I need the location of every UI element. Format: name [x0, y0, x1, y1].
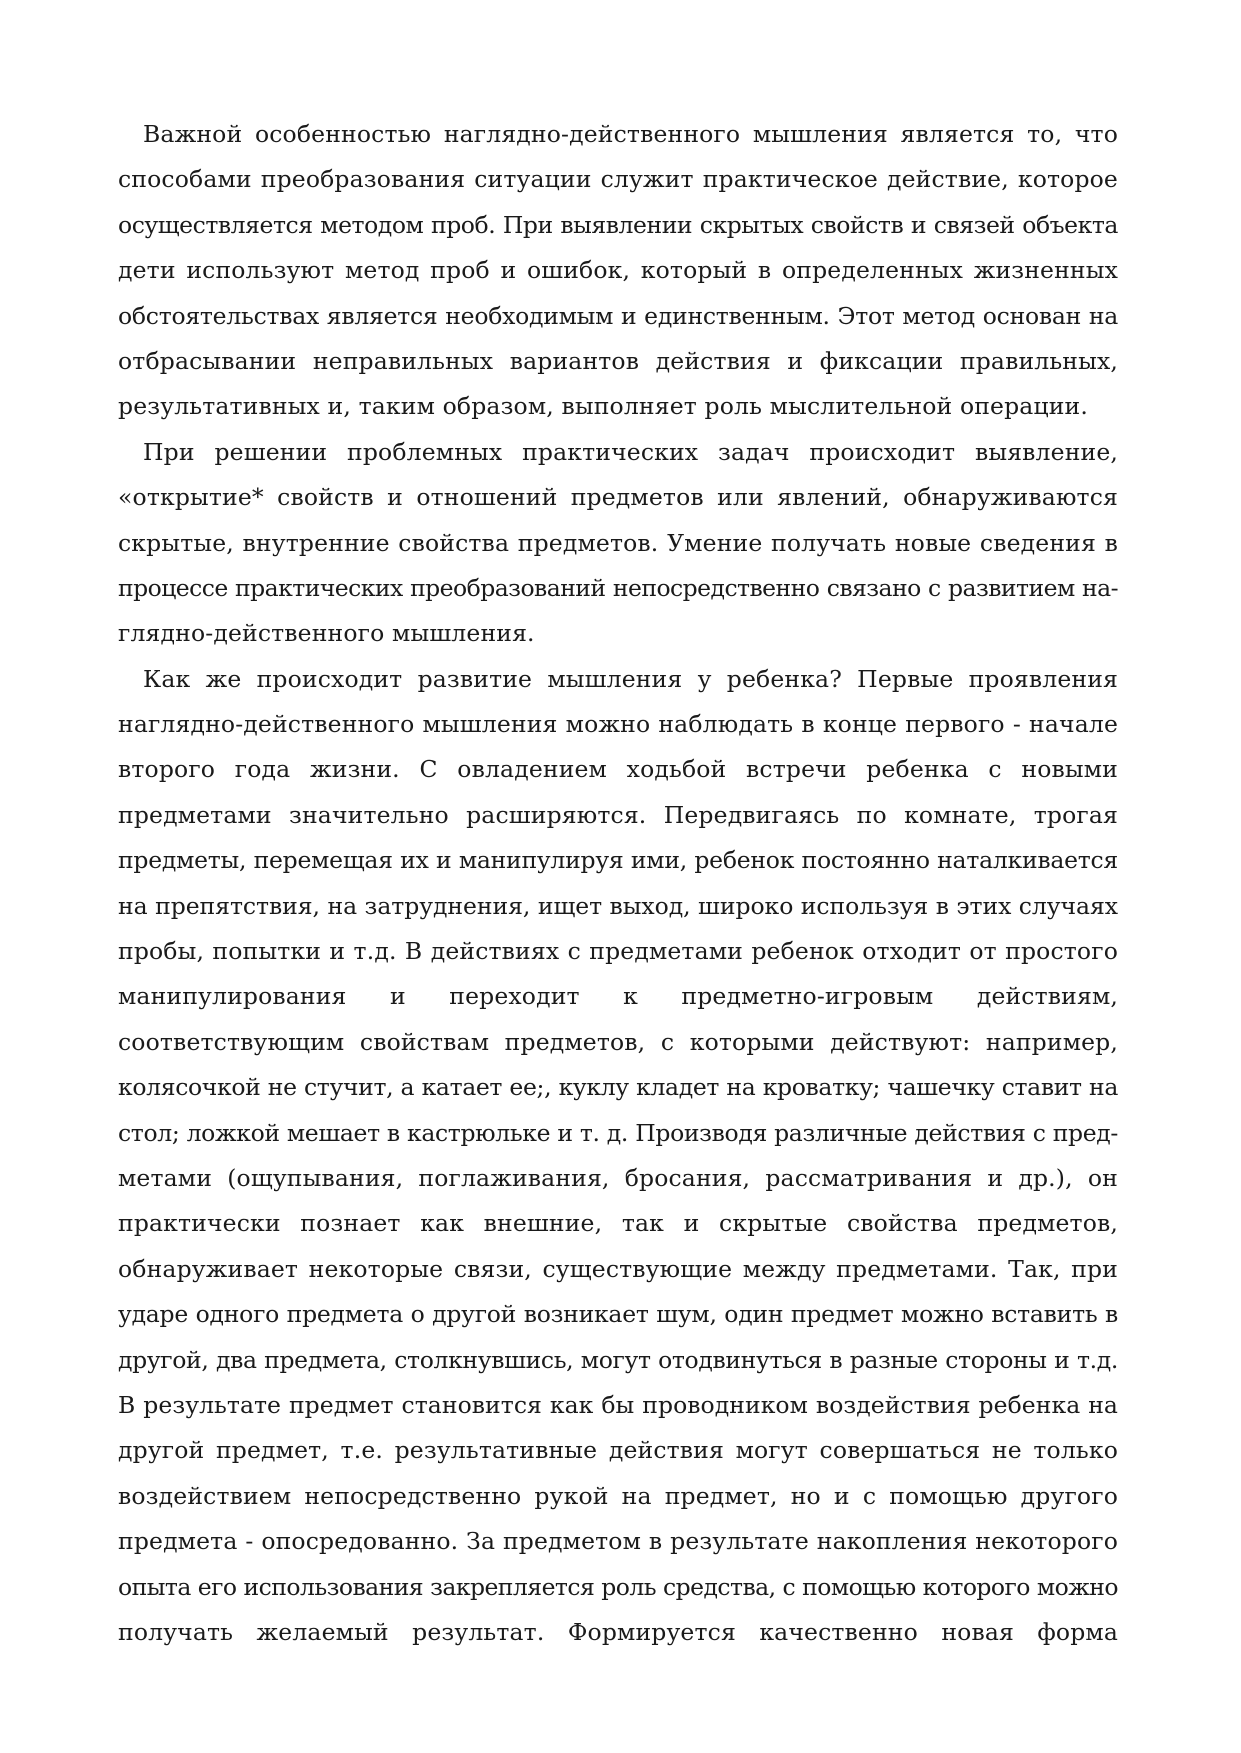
text-line: скрытые, внутренние свойства предметов. Умение получать новые сведения в	[118, 528, 1118, 557]
text-line: В результате предмет становится как бы проводником воздействия ребенка на	[118, 1390, 1118, 1419]
text-line: колясочкой не стучит, а катает ее;, куклу кладет на кроватку; чашечку ставит на	[118, 1073, 1118, 1102]
text-line: стол; ложкой мешает в кастрюльке и т. д. Производя различные действия с пред-	[118, 1118, 1118, 1147]
text-line: практически познает как внешние, так и скрытые свойства предметов,	[118, 1209, 1118, 1238]
text-line: наглядно-действенного мышления можно наблюдать в конце первого - начале	[118, 710, 1118, 739]
body-text	[118, 112, 1118, 1655]
text-line: процессе практических преобразований непосредственно связано с развитием на-	[118, 573, 1118, 602]
text-line: осуществляется методом проб. При выявлении скрытых свойств и связей объекта	[118, 210, 1118, 239]
text-line: воздействием непосредственно рукой на предмет, но и с помощью другого	[118, 1481, 1118, 1510]
text-line: При решении проблемных практических задач происходит выявление,	[143, 437, 1118, 466]
text-line: «открытие* свойств и отношений предметов или явлений, обнаруживаются	[118, 483, 1118, 512]
text-line: глядно-действенного мышления.	[118, 619, 535, 648]
text-line: ударе одного предмета о другой возникает шум, один предмет можно вставить в	[118, 1300, 1118, 1329]
text-line: другой, два предмета, столкнувшись, могут отодвинуться в разные стороны и т.д.	[118, 1345, 1118, 1374]
text-line: обстоятельствах является необходимым и единственным. Этот метод основан на	[118, 301, 1118, 330]
text-line: способами преобразования ситуации служит практическое действие, которое	[118, 165, 1118, 194]
text-line: предмета - опосредованно. За предметом в результате накопления некоторого	[118, 1527, 1118, 1556]
text-line: на препятствия, на затруднения, ищет выход, широко используя в этих случаях	[118, 891, 1118, 920]
text-line: предметы, перемещая их и манипулируя ими, ребенок постоянно наталкивается	[118, 846, 1118, 875]
text-line: дети используют метод проб и ошибок, который в определенных жизненных	[118, 256, 1118, 285]
text-line: второго года жизни. С овладением ходьбой встречи ребенка с новыми	[118, 755, 1118, 784]
text-line: метами (ощупывания, поглаживания, бросания, рассматривания и др.), он	[118, 1163, 1118, 1192]
text-line: манипулирования и переходит к предметно-игровым действиям,	[118, 982, 1118, 1011]
text-line: обнаруживает некоторые связи, существующие между предметами. Так, при	[118, 1254, 1118, 1283]
text-line: получать желаемый результат. Формируется качественно новая форма	[118, 1617, 1118, 1646]
text-line: пробы, попытки и т.д. В действиях с предметами ребенок отходит от простого	[118, 937, 1118, 966]
text-line: предметами значительно расширяются. Передвигаясь по комнате, трогая	[118, 800, 1118, 829]
text-line: Как же происходит развитие мышления у ребенка? Первые проявления	[143, 664, 1118, 693]
text-line: результативных и, таким образом, выполняет роль мыслительной операции.	[118, 392, 1088, 421]
text-line: опыта его использования закрепляется роль средства, с помощью которого можно	[118, 1572, 1118, 1601]
text-line: соответствующим свойствам предметов, с которыми действуют: например,	[118, 1027, 1118, 1056]
text-line: Важной особенностью наглядно-действенного мышления является то, что	[143, 120, 1118, 148]
text-line: другой предмет, т.е. результативные действия могут совершаться не только	[118, 1436, 1118, 1465]
text-line: отбрасывании неправильных вариантов действия и фиксации правильных,	[118, 346, 1118, 375]
